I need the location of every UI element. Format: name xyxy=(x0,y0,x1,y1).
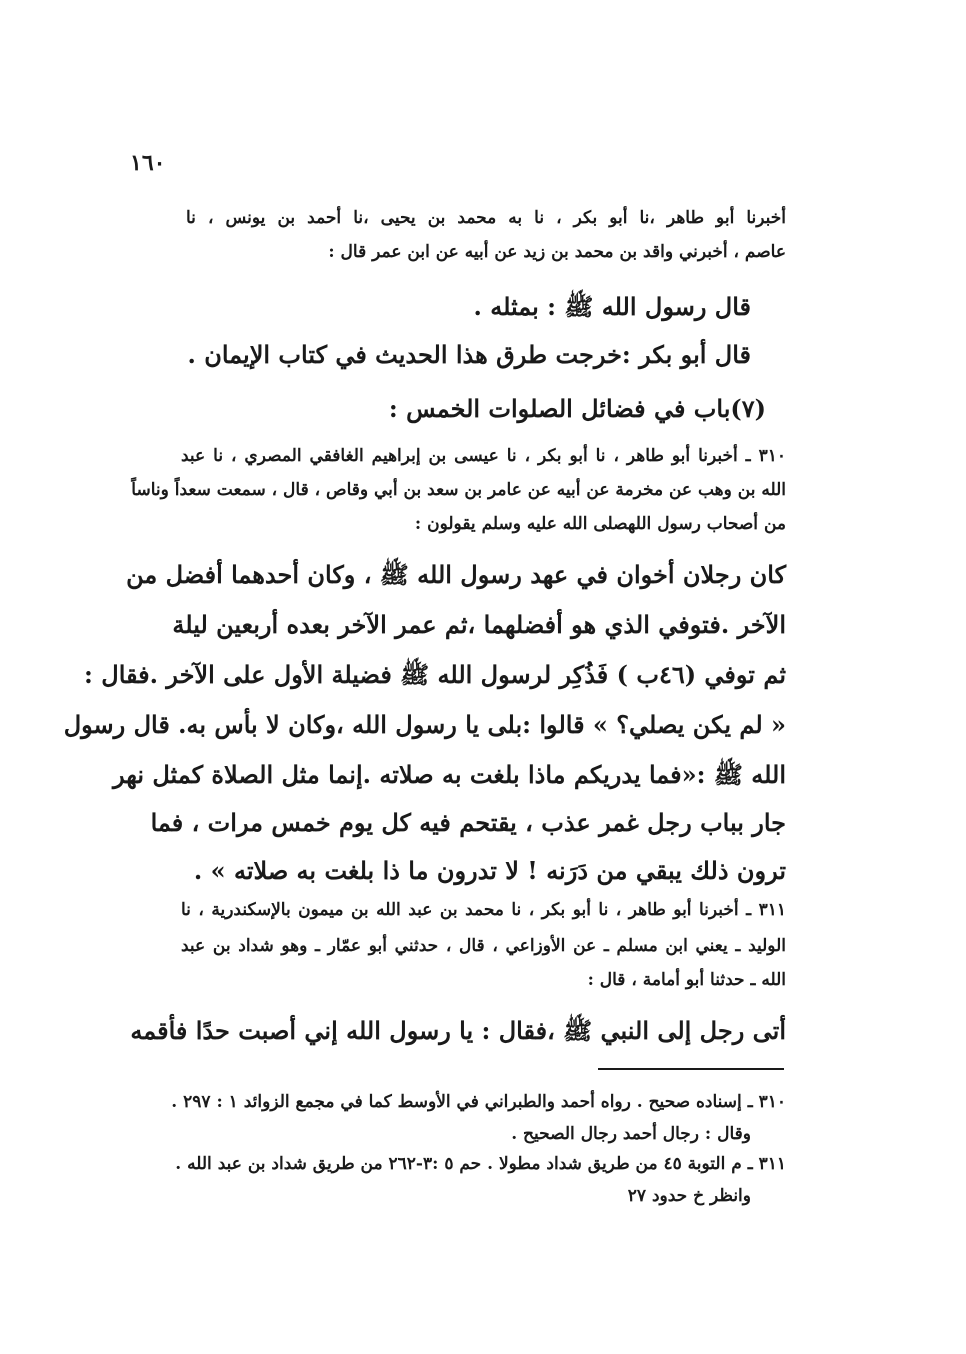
text-line: الله بن وهب عن مخرمة عن أبيه عن عامر بن سعد بن أبي وقاص ، قال ، سمعت سعداً وناساً xyxy=(131,480,786,500)
page-number: ١٦٠ xyxy=(130,150,166,176)
footnote: ٣١١ ـ م التوبة ٤٥ من طريق شداد مطولا . حم ٥ :٣-٢٦٢ من طريق شداد بن عبد الله . xyxy=(175,1154,786,1174)
text-line: قال رسول الله ﷺ : بمثله . xyxy=(473,292,751,321)
footnote: وانظر خ حدود ٢٧ xyxy=(627,1186,751,1206)
text-line: ٣١٠ ـ أخبرنا أبو طاهر ، نا أبو بكر ، نا عيسى بن إبراهيم الغافقي المصري ، نا عبد xyxy=(181,446,786,466)
text-line: ترون ذلك يبقي من دَرَنه ! لا تدرون ما ذا بلغت به صلاته » . xyxy=(193,856,786,885)
text-line: عاصم ، أخبرني واقد بن محمد بن زيد عن أبيه عن ابن عمر قال : xyxy=(328,242,786,262)
text-line: قال أبو بكر :خرجت طرق هذا الحديث في كتاب الإيمان . xyxy=(187,340,751,369)
text-line: من أصحاب رسول اللهصلى الله عليه وسلم يقولون : xyxy=(414,514,786,534)
footnote: ٣١٠ ـ إسناده صحيح . رواه أحمد والطبراني في الأوسط كما في مجمع الزوائد ١ : ٢٩٧ . xyxy=(171,1092,786,1112)
footnote: وقال : رجال أحمد رجال الصحيح . xyxy=(511,1124,751,1144)
text-line: ثم توفي (٤٦ب ) فَذُكِر لرسول الله ﷺ فضيلة الأول على الآخر .فقال : xyxy=(84,660,786,689)
text-line: « لم يكن يصلي؟ » قالوا :بلى يا رسول الله ،وكان لا بأس به. قال رسول xyxy=(63,710,786,739)
text-line: ٣١١ ـ أخبرنا أبو طاهر ، نا أبو بكر ، نا محمد بن عبد الله بن ميمون بالإسكندرية ، نا xyxy=(181,900,786,920)
text-line: جار بباب رجل غمر عذب ، يقتحم فيه كل يوم خمس مرات ، فما xyxy=(150,808,786,837)
text-line: الله ﷺ :«فما يدريكم ماذا بلغت به صلاته .إنما مثل الصلاة كمثل نهر xyxy=(113,760,786,789)
text-line: الله ـ حدثنا أبو أمامة ، قال : xyxy=(587,970,786,990)
chapter-heading: (٧)باب في فضائل الصلوات الخمس : xyxy=(388,394,766,423)
text-line: الوليد ـ يعني ابن مسلم ـ عن الأوزاعي ، قال ، حدثني أبو عمّار ـ وهو شداد بن عبد xyxy=(181,936,786,956)
text-line: كان رجلان أخوان في عهد رسول الله ﷺ ، وكان أحدهما أفضل من xyxy=(126,560,786,589)
text-line: أخبرنا أبو طاهر ،نا أبو بكر ، نا به محمد بن يحيى ،نا أحمد بن يونس ، نا xyxy=(186,208,786,228)
text-line: الآخر .فتوفي الذي هو أفضلهما ،ثم عمر الآخر بعده أربعين ليلة xyxy=(172,610,786,639)
text-line: أتى رجل إلى النبي ﷺ ،فقال : يا رسول الله إني أصبت حدًا فأقمه xyxy=(130,1016,786,1045)
footnote-rule xyxy=(598,1068,784,1070)
